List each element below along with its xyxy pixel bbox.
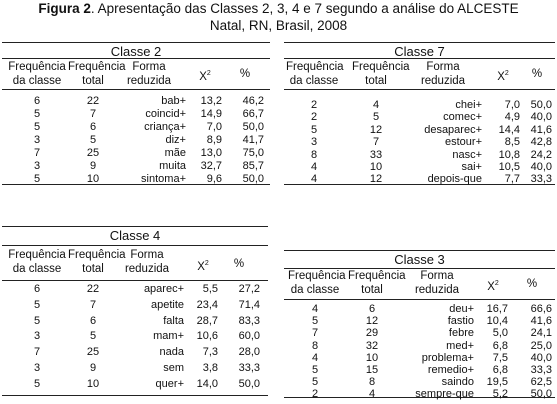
cell-percent: 40,0 (530, 351, 552, 364)
header-x-superscript: 2 (206, 70, 211, 77)
cell-freq-classe: 6 (33, 95, 41, 107)
header-line: da classe (290, 284, 340, 296)
cell-chi-square: 16,7 (486, 303, 508, 315)
cell-freq-total: 9 (89, 362, 97, 374)
header-rule-bottom (284, 299, 555, 300)
header-percent: % (531, 68, 543, 80)
header-line: reduzida (420, 75, 466, 87)
cell-forma-reduzida: febre (448, 327, 474, 340)
cell-percent: 71,4 (238, 298, 260, 311)
cell-forma-reduzida: mãe (164, 147, 186, 159)
table-classe-7 (284, 42, 555, 185)
cell-freq-classe: 5 (311, 376, 319, 389)
cell-freq-classe: 3 (33, 330, 41, 343)
header-line: reduzida (414, 284, 460, 296)
cell-freq-classe: 8 (311, 339, 319, 352)
cell-freq-classe: 5 (33, 377, 41, 390)
table-title: Classe 7 (394, 44, 445, 59)
cell-percent: 40,0 (530, 111, 552, 124)
cell-percent: 66,7 (242, 108, 264, 120)
cell-percent: 60,0 (238, 330, 260, 343)
cell-freq-total: 4 (372, 99, 380, 111)
cell-chi-square: 10,5 (498, 161, 520, 173)
cell-freq-total: 7 (89, 298, 97, 311)
header-chi-square (188, 257, 218, 274)
cell-forma-reduzida: bab+ (161, 95, 186, 107)
header-rule-bottom (284, 89, 555, 90)
cell-freq-classe: 4 (310, 173, 318, 186)
cell-percent: 41,6 (530, 123, 552, 136)
caption-line-1 (0, 0, 557, 17)
cell-chi-square: 5,5 (202, 283, 218, 295)
cell-forma-reduzida: muita (159, 160, 186, 172)
cell-chi-square: 7,5 (492, 351, 508, 364)
cell-forma-reduzida: mam+ (153, 330, 184, 343)
cell-chi-square: 5,0 (492, 327, 508, 340)
cell-freq-total: 12 (365, 315, 379, 328)
cell-percent: 24,2 (530, 148, 552, 161)
header-rule-bottom (2, 89, 270, 90)
table-title: Classe 2 (110, 44, 162, 59)
header-line: total (365, 75, 387, 87)
cell-percent: 28,0 (238, 346, 260, 359)
cell-forma-reduzida: criança+ (144, 121, 186, 133)
cell-freq-classe: 2 (310, 99, 318, 111)
cell-percent: 42,8 (530, 136, 552, 149)
cell-forma-reduzida: sem (163, 362, 184, 374)
cell-forma-reduzida: chei+ (455, 99, 482, 111)
header-x: X (199, 71, 207, 83)
header-freq-classe (286, 60, 342, 88)
cell-percent: 83,3 (238, 314, 260, 327)
header-line: Frequência (8, 249, 66, 261)
cell-chi-square: 13,0 (200, 147, 222, 159)
cell-chi-square: 32,7 (200, 160, 222, 172)
cell-freq-classe: 5 (311, 315, 319, 328)
cell-freq-total: 10 (365, 351, 379, 364)
cell-freq-total: 15 (365, 364, 379, 376)
header-line: da classe (12, 75, 62, 87)
cell-freq-classe: 5 (33, 108, 41, 120)
cell-chi-square: 9,6 (206, 173, 222, 185)
cell-chi-square: 5,2 (492, 388, 508, 401)
figure-caption (0, 0, 557, 34)
cell-forma-reduzida: sempre-que (415, 388, 474, 401)
cell-freq-classe: 3 (310, 136, 318, 149)
cell-chi-square: 28,7 (196, 314, 218, 327)
cell-forma-reduzida: remedio+ (427, 364, 474, 376)
header-line: Forma (426, 61, 460, 73)
caption-text: . Apresentação das Classes 2, 3, 4 e 7 segundo a análise do ALCESTE (90, 1, 519, 16)
cell-freq-classe: 8 (310, 148, 318, 161)
header-rule-top (2, 245, 268, 246)
header-line: Forma (130, 249, 164, 261)
cell-freq-classe: 5 (33, 173, 41, 185)
cell-forma-reduzida: diz+ (165, 134, 186, 146)
header-freq-classe (288, 269, 346, 297)
header-line: Frequência (348, 270, 406, 282)
header-percent: % (526, 278, 538, 290)
cell-forma-reduzida: aparec+ (143, 283, 184, 295)
cell-chi-square: 4,9 (504, 111, 520, 124)
cell-percent: 50,0 (242, 121, 264, 133)
cell-freq-classe: 6 (33, 283, 41, 295)
cell-percent: 33,3 (530, 364, 552, 376)
cell-freq-total: 25 (86, 346, 100, 359)
header-line: reduzida (124, 263, 170, 275)
header-forma-reduzida (110, 248, 184, 276)
header-line: Frequência (286, 61, 344, 73)
cell-percent: 50,0 (238, 377, 260, 390)
cell-percent: 50,0 (242, 173, 264, 185)
table-classe-4 (2, 226, 268, 396)
table-title: Classe 3 (394, 252, 445, 267)
cell-chi-square: 6,8 (492, 364, 508, 376)
header-x: X (197, 261, 205, 273)
header-line: Frequência (352, 61, 410, 73)
cell-percent: 50,0 (530, 388, 552, 401)
cell-forma-reduzida: sintoma+ (141, 173, 186, 185)
header-line: Frequência (68, 61, 126, 73)
cell-percent: 50,0 (530, 99, 552, 111)
header-x: X (487, 281, 495, 293)
cell-forma-reduzida: falta (163, 314, 184, 327)
header-rule-top (284, 58, 555, 59)
cell-chi-square: 10,4 (486, 315, 508, 328)
cell-percent: 33,3 (238, 362, 260, 374)
cell-forma-reduzida: coincid+ (145, 108, 186, 120)
cell-chi-square: 14,0 (196, 377, 218, 390)
cell-freq-classe: 3 (33, 134, 41, 146)
caption-line-2: Natal, RN, Brasil, 2008 (209, 18, 348, 33)
header-line: Frequência (68, 249, 126, 261)
cell-freq-classe: 3 (33, 362, 41, 374)
header-freq-classe (8, 60, 66, 88)
header-chi-square (188, 67, 222, 84)
cell-freq-total: 10 (86, 173, 100, 185)
header-line: reduzida (126, 75, 172, 87)
cell-freq-classe: 5 (311, 364, 319, 376)
cell-chi-square: 6,8 (492, 339, 508, 352)
header-chi-square (486, 67, 520, 84)
cell-forma-reduzida: med+ (446, 339, 474, 352)
cell-chi-square: 19,5 (486, 376, 508, 389)
header-line: da classe (12, 263, 62, 275)
header-line: Forma (420, 270, 454, 282)
cell-percent: 46,2 (242, 95, 264, 107)
cell-freq-total: 9 (89, 160, 97, 172)
header-freq-total (352, 60, 410, 88)
cell-forma-reduzida: problema+ (421, 351, 474, 364)
cell-forma-reduzida: desaparec+ (424, 123, 482, 136)
cell-freq-total: 29 (365, 327, 379, 340)
cell-forma-reduzida: saindo (441, 376, 474, 389)
cell-freq-classe: 5 (33, 121, 41, 133)
cell-freq-classe: 3 (33, 160, 41, 172)
cell-freq-total: 4 (368, 388, 376, 401)
cell-percent: 75,0 (242, 147, 264, 159)
cell-forma-reduzida: estour+ (445, 136, 482, 149)
cell-freq-classe: 4 (310, 161, 318, 173)
header-line: total (82, 263, 104, 275)
cell-chi-square: 14,4 (498, 123, 520, 136)
cell-chi-square: 7,0 (206, 121, 222, 133)
cell-forma-reduzida: sai+ (461, 161, 482, 173)
cell-percent: 27,2 (238, 283, 260, 295)
cell-percent: 41,6 (530, 315, 552, 328)
cell-freq-total: 22 (86, 95, 100, 107)
cell-freq-classe: 4 (311, 351, 319, 364)
cell-freq-classe: 5 (310, 123, 318, 136)
cell-freq-total: 6 (89, 121, 97, 133)
cell-forma-reduzida: fastio (447, 315, 474, 328)
cell-chi-square: 7,3 (202, 346, 218, 359)
header-forma-reduzida (404, 60, 482, 88)
cell-chi-square: 7,0 (504, 99, 520, 111)
cell-forma-reduzida: quer+ (155, 377, 184, 390)
cell-chi-square: 7,7 (504, 173, 520, 186)
cell-forma-reduzida: deu+ (449, 303, 474, 315)
cell-percent: 62,5 (530, 376, 552, 389)
cell-freq-total: 6 (368, 303, 376, 315)
cell-freq-total: 22 (86, 283, 100, 295)
header-x-superscript: 2 (504, 70, 509, 77)
header-line: total (82, 75, 104, 87)
cell-freq-classe: 5 (33, 298, 41, 311)
cell-freq-total: 32 (365, 339, 379, 352)
cell-percent: 40,0 (530, 161, 552, 173)
cell-freq-total: 5 (89, 134, 97, 146)
header-percent: % (239, 68, 251, 80)
header-line: da classe (289, 75, 339, 87)
cell-percent: 24,1 (530, 327, 552, 340)
cell-forma-reduzida: nada (159, 346, 184, 359)
header-rule-top (2, 58, 270, 59)
cell-freq-total: 6 (89, 314, 97, 327)
table-classe-3 (284, 250, 555, 401)
header-rule-bottom (2, 280, 268, 281)
header-forma-reduzida (400, 269, 474, 297)
header-freq-total (68, 60, 126, 88)
cell-percent: 66,6 (530, 303, 552, 315)
cell-freq-total: 12 (369, 123, 383, 136)
cell-percent: 33,3 (530, 173, 552, 186)
cell-chi-square: 10,6 (196, 330, 218, 343)
table-title: Classe 4 (109, 228, 161, 243)
cell-freq-classe: 7 (311, 327, 319, 340)
cell-freq-total: 7 (89, 108, 97, 120)
cell-freq-total: 8 (368, 376, 376, 389)
cell-freq-classe: 4 (311, 303, 319, 315)
cell-forma-reduzida: depois-que (427, 173, 482, 186)
header-freq-classe (8, 248, 66, 276)
cell-chi-square: 8,5 (504, 136, 520, 149)
header-x: X (497, 71, 505, 83)
header-percent: % (233, 258, 245, 270)
cell-freq-total: 7 (372, 136, 380, 149)
cell-freq-classe: 2 (310, 111, 318, 124)
table-classe-2 (2, 42, 270, 185)
cell-freq-total: 12 (369, 173, 383, 186)
cell-chi-square: 3,8 (202, 362, 218, 374)
header-line: total (361, 284, 383, 296)
header-x-superscript: 2 (204, 260, 209, 267)
cell-freq-classe: 5 (33, 314, 41, 327)
caption-label: Figura 2 (38, 1, 91, 16)
cell-freq-total: 10 (369, 161, 383, 173)
cell-percent: 25,0 (530, 339, 552, 352)
cell-freq-classe: 7 (33, 346, 41, 359)
cell-forma-reduzida: comec+ (443, 111, 482, 124)
cell-freq-total: 5 (372, 111, 380, 124)
cell-freq-total: 33 (369, 148, 383, 161)
cell-forma-reduzida: nasc+ (452, 148, 482, 161)
header-chi-square (478, 277, 508, 294)
cell-chi-square: 14,9 (200, 108, 222, 120)
cell-chi-square: 13,2 (200, 95, 222, 107)
cell-freq-classe: 2 (311, 388, 319, 401)
cell-freq-total: 10 (86, 377, 100, 390)
header-freq-total (348, 269, 406, 297)
header-line: Frequência (288, 270, 346, 282)
cell-forma-reduzida: apetite (150, 298, 184, 311)
cell-percent: 41,7 (242, 134, 264, 146)
cell-freq-total: 5 (89, 330, 97, 343)
header-x-superscript: 2 (494, 280, 499, 287)
cell-percent: 85,7 (242, 160, 264, 172)
header-forma-reduzida (112, 60, 186, 88)
cell-freq-total: 25 (86, 147, 100, 159)
header-line: Frequência (8, 61, 66, 73)
cell-chi-square: 10,8 (498, 148, 520, 161)
cell-chi-square: 8,9 (206, 134, 222, 146)
cell-chi-square: 23,4 (196, 298, 218, 311)
header-line: Forma (132, 61, 166, 73)
cell-freq-classe: 7 (33, 147, 41, 159)
